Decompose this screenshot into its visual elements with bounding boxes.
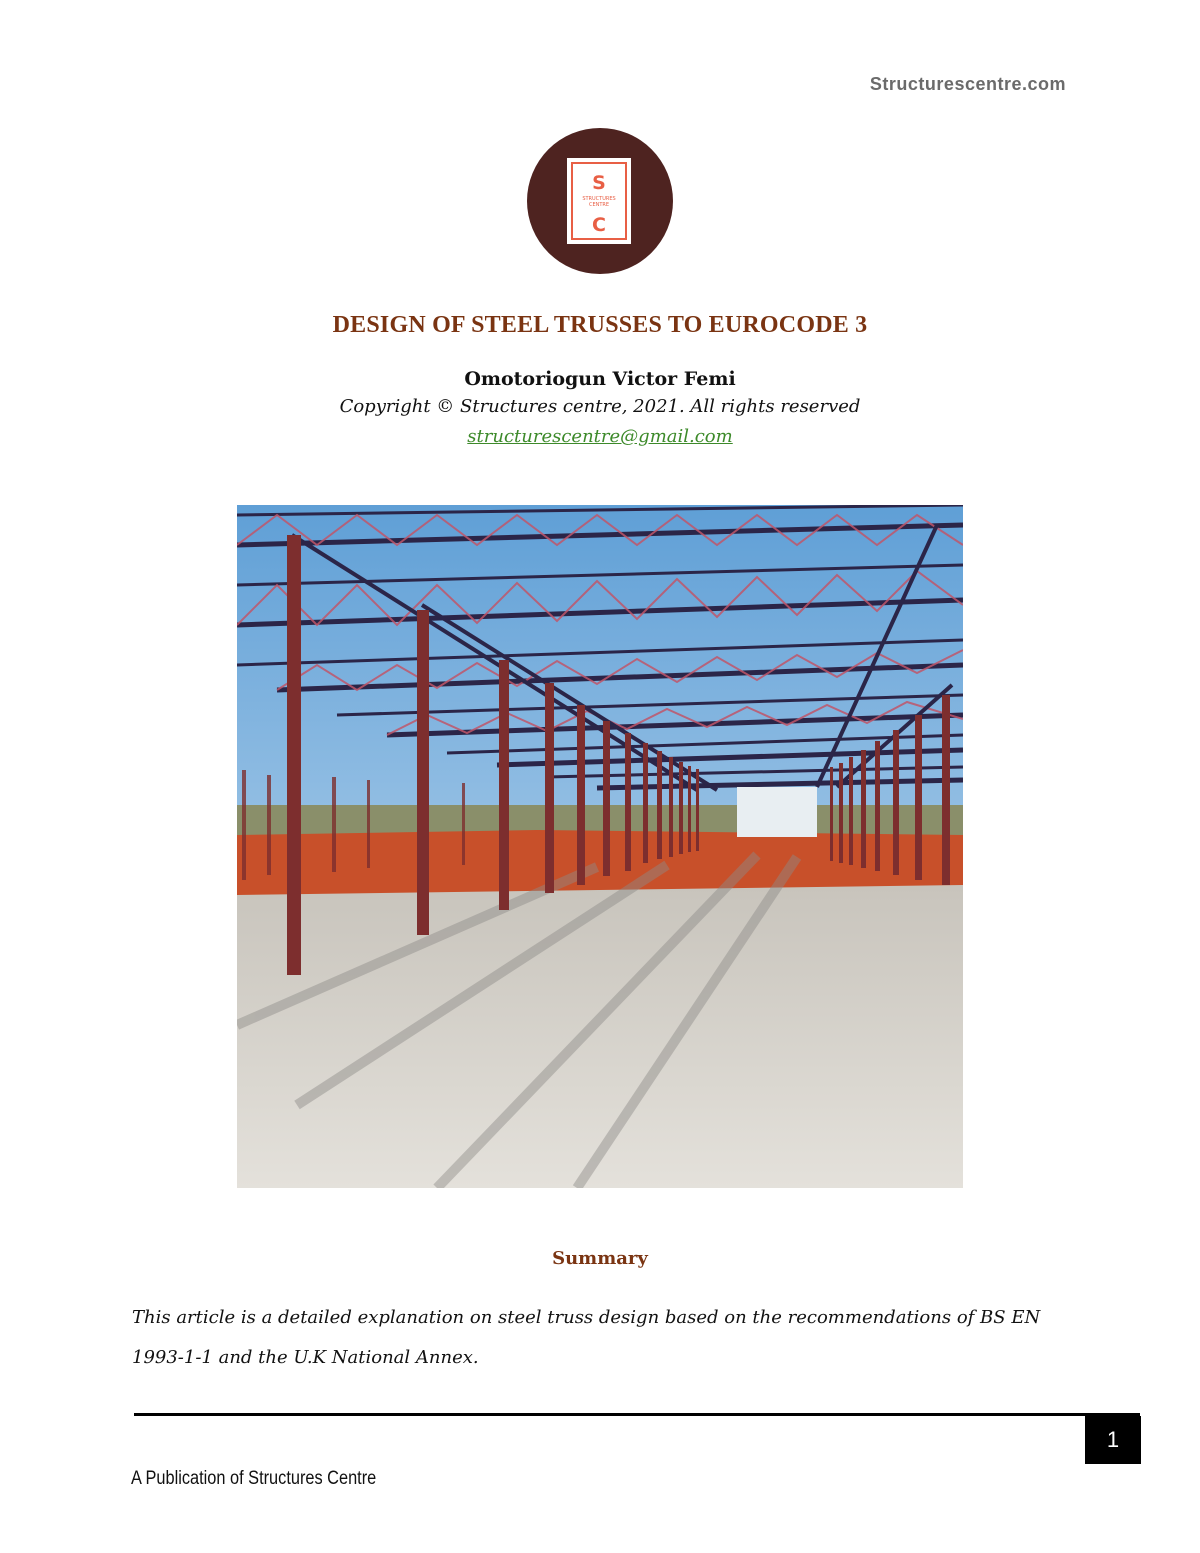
author-name: Omotoriogun Victor Femi: [464, 368, 736, 390]
logo-caption-line2: CENTRE: [588, 202, 610, 208]
page-number: 1: [1106, 1427, 1120, 1452]
logo-letter-c: C: [592, 214, 606, 236]
logo-letter-s: S: [592, 172, 606, 194]
footer-divider: [134, 1413, 1140, 1416]
footer-publication: A Publication of Structures Centre: [131, 1468, 377, 1489]
logo-caption-line1: STRUCTURES: [582, 196, 616, 202]
page-number-box: [1085, 1416, 1141, 1464]
email-line: [0, 426, 1200, 447]
summary-heading: Summary: [552, 1248, 648, 1269]
copyright-notice: Copyright © Structures centre, 2021. All rights reserved: [339, 396, 861, 417]
email-link[interactable]: structurescentre@gmail.com: [467, 426, 733, 447]
site-header: Structurescentre.com: [869, 74, 1066, 94]
document-title: DESIGN OF STEEL TRUSSES TO EUROCODE 3: [332, 312, 868, 338]
steel-truss-photo: [237, 505, 963, 1188]
structures-centre-logo: [527, 128, 673, 274]
summary-text: This article is a detailed explanation on steel truss design based on the recommendations of BS EN 1993-1-1 and the U.K National Annex.: [132, 1307, 1041, 1368]
